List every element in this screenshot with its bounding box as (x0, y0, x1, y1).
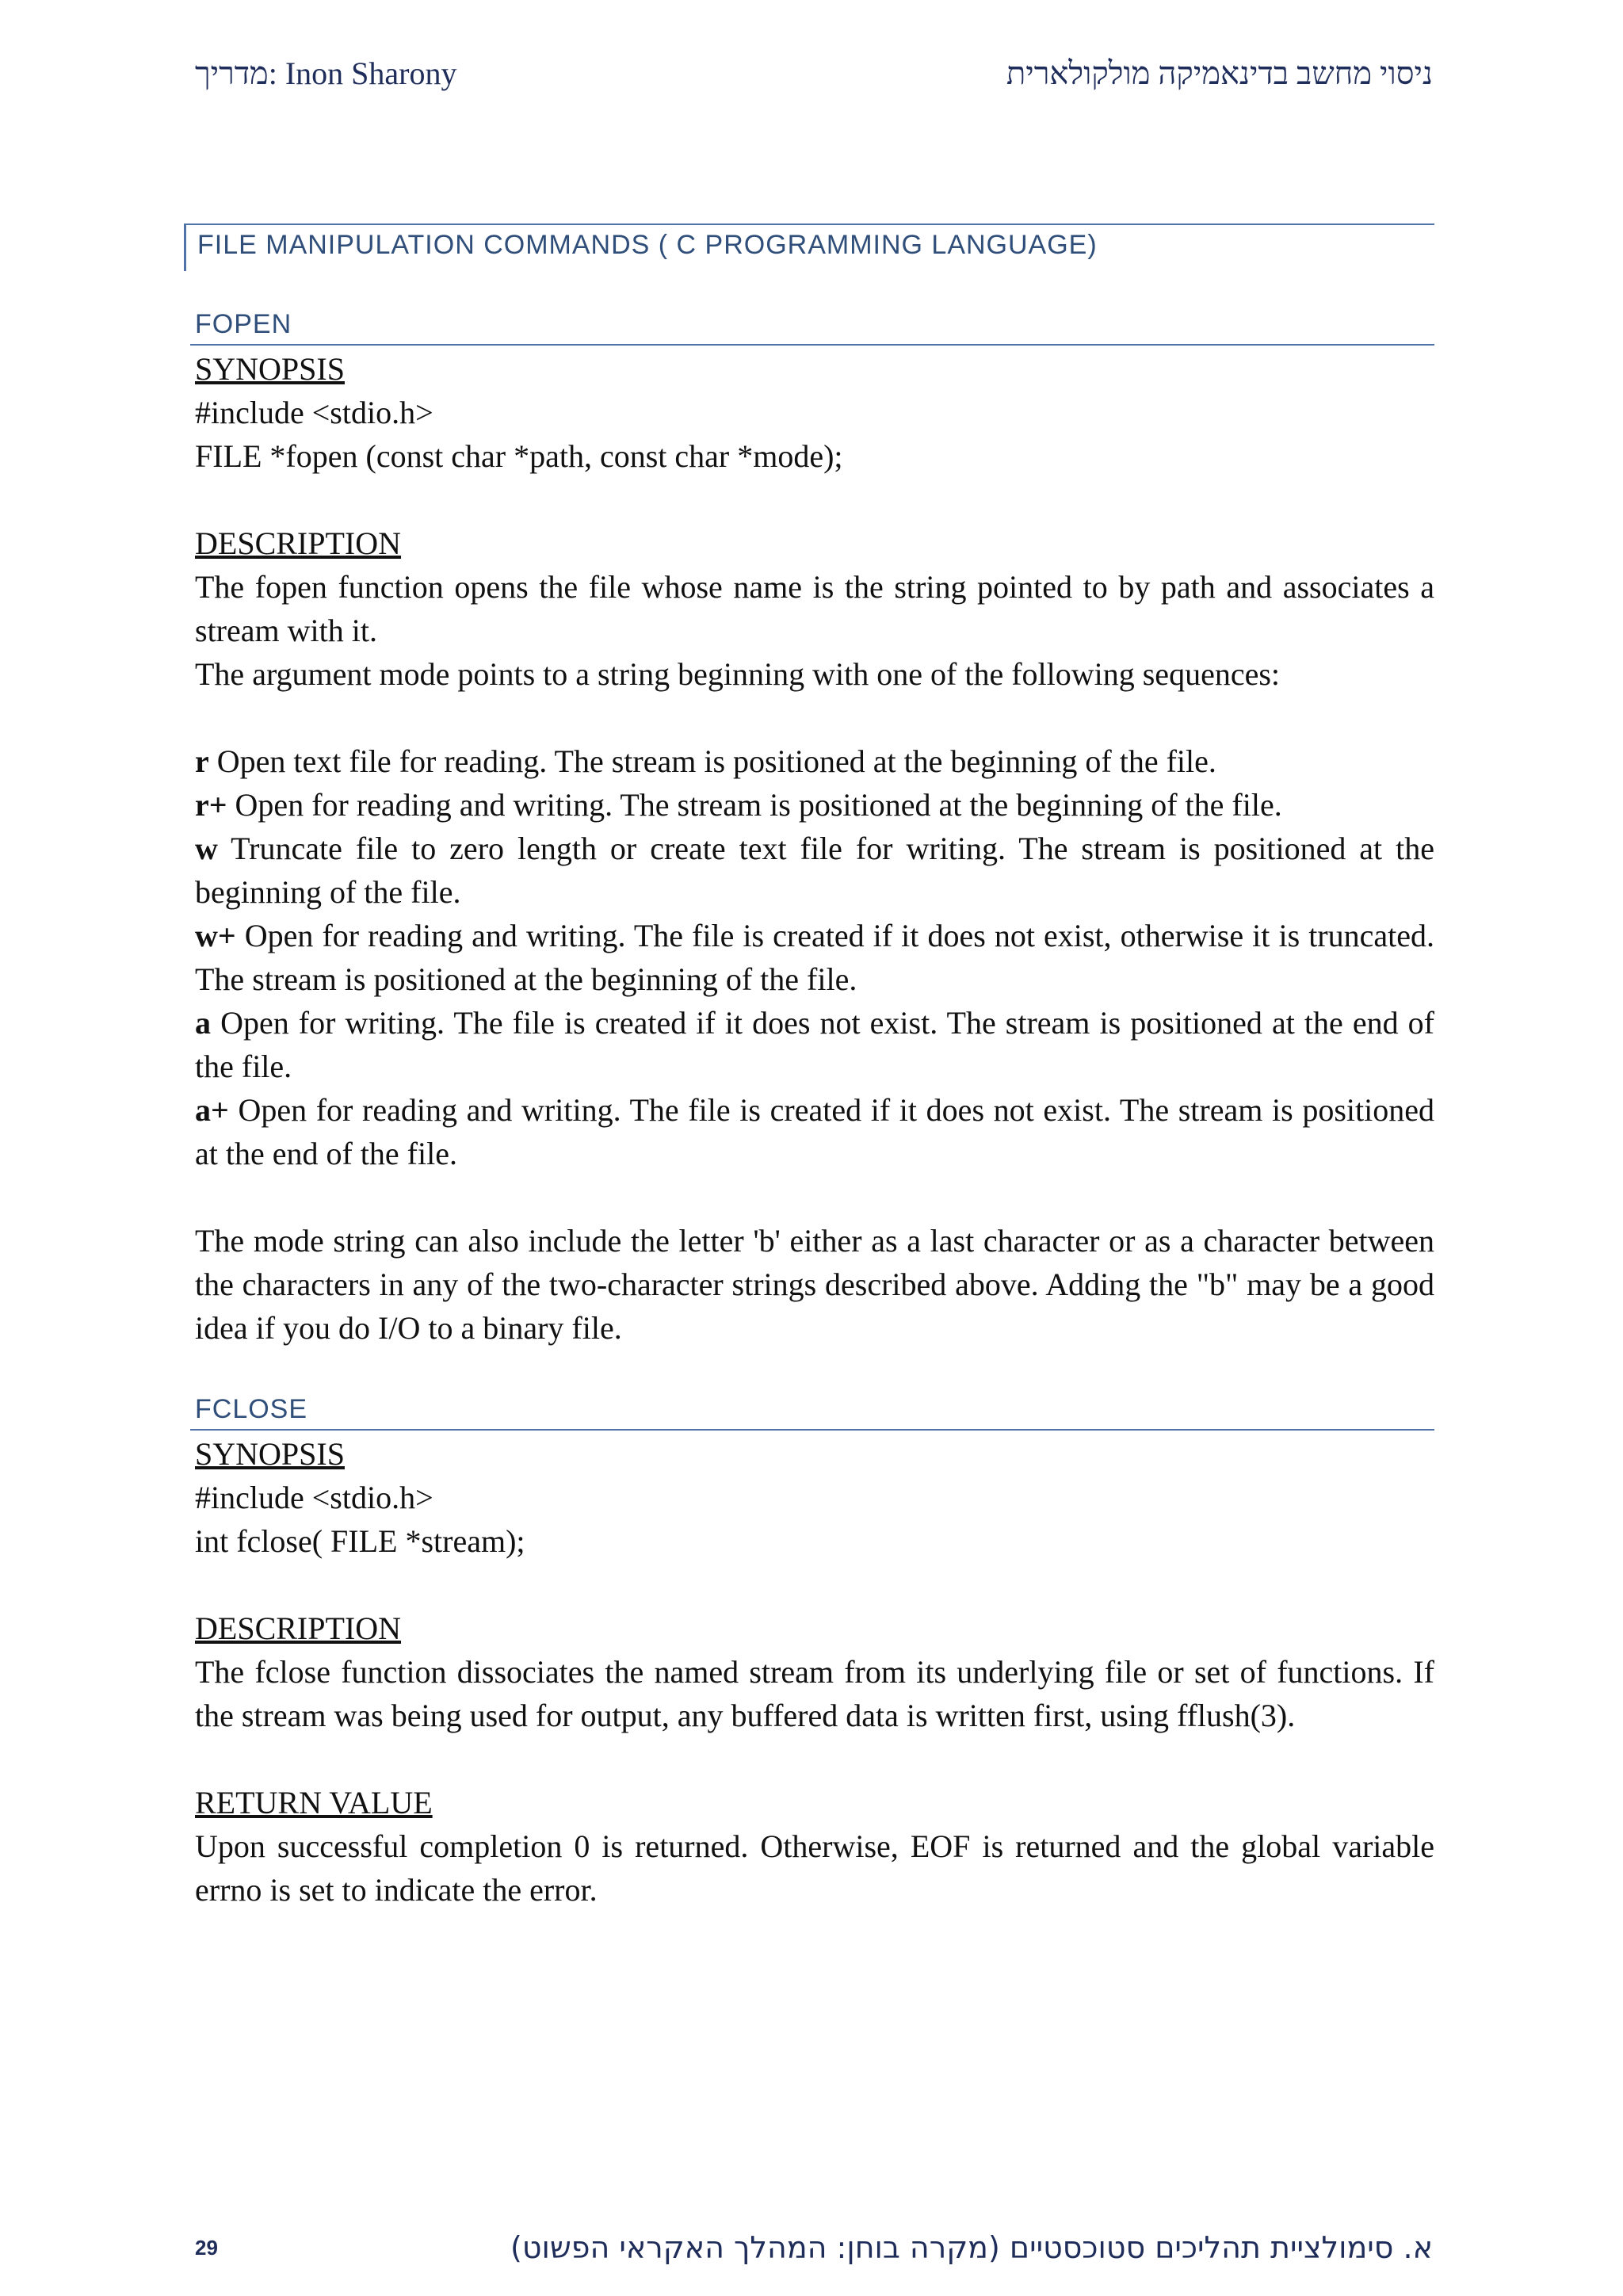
fclose-description-label: DESCRIPTION (195, 1610, 402, 1646)
fclose-synopsis-label: SYNOPSIS (195, 1436, 345, 1472)
mode-key: w+ (195, 918, 236, 953)
fopen-description-p1: The fopen function opens the file whose name is the string pointed to by path and associates a stream with it. (195, 569, 1434, 648)
mode-item-w: w Truncate file to zero length or create text file for writing. The stream is positioned at the beginning of the file. (195, 831, 1434, 910)
mode-item-a: a Open for writing. The file is created if it does not exist. The stream is positioned at the end of the file. (195, 1005, 1434, 1084)
header-course-title: ניסוי מחשב בדינאמיקה מולקולארית (1006, 55, 1433, 91)
fopen-mode-note: The mode string can also include the letter 'b' either as a last character or as a character between the characters in any of the two-character strings described above. Adding the "b" may be a good idea if you do I/O to a binary file. (195, 1223, 1434, 1346)
mode-key: r (195, 743, 209, 779)
mode-key: w (195, 831, 218, 866)
fopen-synopsis-prototype: FILE *fopen (const char *path, const char *mode); (195, 438, 843, 474)
mode-item-r: r Open text file for reading. The stream is positioned at the beginning of the file. (195, 743, 1216, 779)
fclose-description-p1: The fclose function dissociates the named stream from its underlying file or set of functions. If the stream was being used for output, any buffered data is written first, using fflush(3). (195, 1654, 1434, 1733)
fclose-return-label: RETURN VALUE (195, 1785, 433, 1820)
fclose-heading: FCLOSE (190, 1389, 1434, 1431)
page-number: 29 (195, 2235, 218, 2260)
mode-item-a-plus: a+ Open for reading and writing. The file is created if it does not exist. The stream is positioned at the end of the file. (195, 1092, 1434, 1171)
mode-key: r+ (195, 787, 227, 823)
page-header (195, 49, 1433, 97)
document-body (195, 304, 1434, 1912)
mode-item-w-plus: w+ Open for reading and writing. The file is created if it does not exist, otherwise it is truncated. The stream is positioned at the beginning of the file. (195, 918, 1434, 997)
fopen-description-label: DESCRIPTION (195, 525, 402, 561)
mode-key: a+ (195, 1092, 229, 1128)
fopen-heading: FOPEN (190, 304, 1434, 346)
fopen-synopsis-label: SYNOPSIS (195, 351, 345, 387)
footer-chapter-title: א. סימולציית תהליכים סטוכסטיים (מקרה בוחן: המהלך האקראי הפשוט) (510, 2230, 1433, 2265)
header-instructor: Inon Sharony :מדריך (195, 55, 457, 91)
fclose-synopsis-prototype: int fclose( FILE *stream); (195, 1523, 525, 1559)
mode-item-r-plus: r+ Open for reading and writing. The stream is positioned at the beginning of the file. (195, 787, 1282, 823)
fclose-synopsis-include: #include <stdio.h> (195, 1480, 433, 1515)
fopen-synopsis-include: #include <stdio.h> (195, 395, 433, 430)
page-footer (195, 2224, 1433, 2271)
section-title: FILE MANIPULATION COMMANDS ( C PROGRAMMING LANGUAGE) (184, 223, 1434, 271)
fclose-return-text: Upon successful completion 0 is returned. Otherwise, EOF is returned and the global variable errno is set to indicate the error. (195, 1828, 1434, 1908)
mode-key: a (195, 1005, 211, 1041)
fopen-description-p2: The argument mode points to a string beginning with one of the following sequences: (195, 656, 1281, 692)
